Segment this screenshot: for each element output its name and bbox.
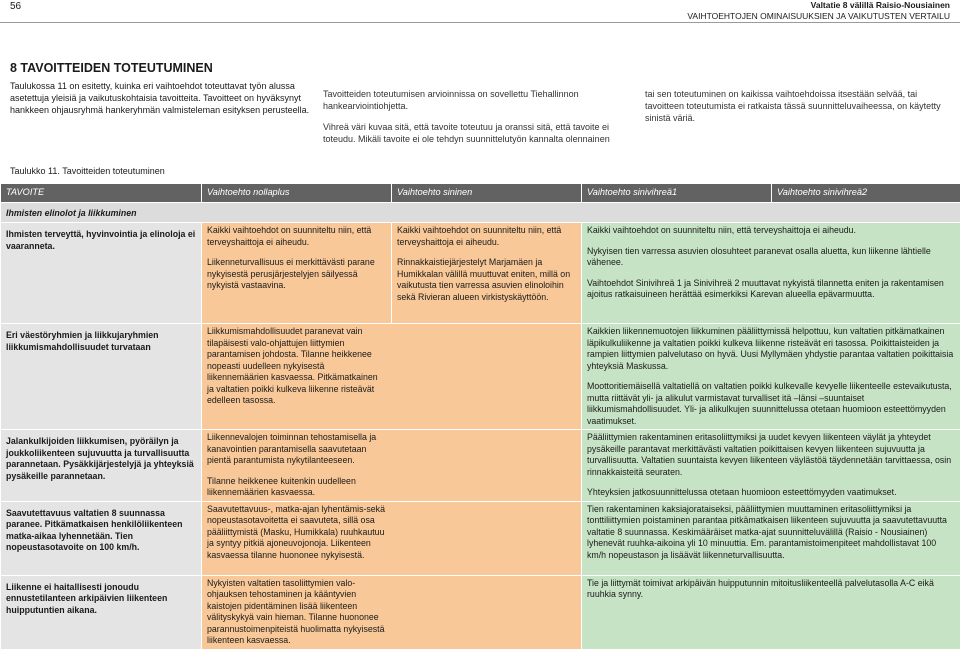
category-label: Ihmisten elinolot ja liikkuminen: [1, 203, 961, 223]
header-nollaplus: Vaihtoehto nollaplus: [202, 184, 392, 203]
table-row: [1, 223, 961, 324]
assessment-cell-sinivihrea: [582, 575, 961, 649]
running-header-title: Valtatie 8 välillä Raisio-Nousiainen: [810, 0, 950, 10]
assessment-text: Moottoritiemäisellä valtatiellä on valtatien poikki kulkevalle kevyelle liikenteelle estevaikutusta, mutta riittävät yli- ja alikulut varmistavat turvalliset itä –länsi –suuntaiset liikkumismahdollisuudet. Yli- ja alikulkujen suunnittelussa otetaan huomioon esteettömyyden vaatimukset.: [587, 381, 952, 426]
assessment-cell-sinivihrea: [582, 324, 961, 430]
table-row: [1, 501, 961, 575]
header-divider: [0, 22, 960, 23]
assessment-text: Kaikki vaihtoehdot on suunniteltu niin, että terveyshaittoja ei aiheudu.: [207, 225, 372, 247]
intro-paragraph: Taulukossa 11 on esitetty, kuinka eri vaihtoehdot toteuttavat työn alussa asetettuja yleisiä ja vaikutuskohtaisia tavoitteita. Tavoitteet on hyväksynyt hankkeen ohjausryhmä hankeryhmän valmisteleman esityksen perusteella.: [10, 81, 310, 115]
intro-paragraph: Vihreä väri kuvaa sitä, että tavoite toteutuu ja oranssi sitä, että tavoite ei toteudu. Mikäli tavoite ei ole tehdyn suunnittelutyön kannalta olennainen: [323, 122, 610, 144]
goal-cell: Ihmisten terveyttä, hyvinvointia ja elinoloja ei vaaranneta.: [1, 223, 202, 324]
header-sininen: Vaihtoehto sininen: [392, 184, 582, 203]
assessment-text: Tilanne heikkenee kuitenkin uudelleen liikennemäärien kasvaessa.: [207, 475, 356, 497]
goal-cell: Jalankulkijoiden liikkumisen, pyöräilyn ja joukkoliikenteen sujuvuutta ja turvallisuutta parannetaan. Pysäkkijärjestelyjä ja yhteyksiä pysäkeille parannetaan.: [1, 430, 202, 502]
table-caption: Taulukko 11. Tavoitteiden toteutuminen: [10, 166, 165, 176]
table-row: [1, 575, 961, 649]
running-header: [687, 0, 950, 21]
table-row: [1, 430, 961, 502]
intro-paragraph: tai sen toteutuminen on kaikissa vaihtoehdoissa itsestään selvää, tai tavoitteen toteutumista ei ratkaista tässä suunnitteluvaiheessa, on käytetty sinistä väriä.: [645, 89, 941, 123]
assessment-text: Pääliittymien rakentaminen eritasoliittymiksi ja uudet kevyen liikenteen väylät ja yhteydet pysäkeille parantavat merkittävästi valtatien poikittaisen kevyen liikenteen sujuvuutta ja turvallisuutta. Valtatien suuntaista kevyen liikenteen väylästöä täydennetään tarvittaessa, osin rinnakkaisteitä seuraten.: [587, 432, 952, 477]
assessment-text: Vaihtoehdot Sinivihreä 1 ja Sinivihreä 2 muuttavat nykyistä tilannetta eniten ja rakentamisen ajoitus ratkaisuineen herättää esimerkiksi Karevan alueella epävarmuutta.: [587, 277, 944, 299]
header-sinivihrea2: Vaihtoehto sinivihreä2: [772, 184, 961, 203]
section-title: 8 TAVOITTEIDEN TOTEUTUMINEN: [10, 61, 213, 75]
assessment-cell-sinivihrea: [582, 501, 961, 575]
category-row: [1, 203, 961, 223]
table-header-row: [1, 184, 961, 203]
assessment-text: Kaikkien liikennemuotojen liikkuminen pääliittymissä helpottuu, kun valtatien pitkämatkainen läpikulkuliikenne ja valtatien poikki kulkeva liikenne risteävät eri tasossa. Poikittaisteiden ja rampien liittymien palvelutaso on hyvä. Uusi Myllymäen yhdystie parantaa valtatien poikittaisia yhteyksiä Maskussa.: [587, 326, 954, 371]
intro-column-1: [10, 80, 315, 116]
assessment-text: Tie ja liittymät toimivat arkipäivän huipputunnin mitoitusliikenteellä palvelutasolla A-C eikä ruuhkia synny.: [587, 577, 934, 599]
assessment-text: Nykyisen tien varressa asuvien olosuhteet paranevat osalla aluetta, kun liikenne lähtielle vähenee.: [587, 245, 931, 267]
table-row: [1, 324, 961, 430]
assessment-text: Rinnakkaistiejärjestelyt Marjamäen ja Humikkalan välillä muuttuvat eniten, millä on vaikutusta tien varressa asuvien elinoloihin sekä Rivieran alueen virkistyskäyttöön.: [397, 257, 571, 302]
intro-column-2: [323, 88, 633, 145]
goal-cell: Liikenne ei haitallisesti jonoudu ennustetilanteen arkipäivien liikenteen huipputuntien aikana.: [1, 575, 202, 649]
assessment-text: Yhteyksien jatkosuunnittelussa otetaan huomioon esteettömyyden vaatimukset.: [587, 487, 897, 497]
assessment-cell-nollaplus: [202, 501, 582, 575]
assessment-text: Liikenneturvallisuus ei merkittävästi parane nykyisestä perusjärjestelyjen säilyessä nykyistä vastaavina.: [207, 257, 375, 290]
header-goal: TAVOITE: [1, 184, 202, 203]
intro-column-3: [645, 88, 953, 124]
assessment-cell-nollaplus: [202, 223, 392, 324]
goal-cell: Eri väestöryhmien ja liikkujaryhmien liikkumismahdollisuudet turvataan: [1, 324, 202, 430]
assessment-text: Liikennevalojen toiminnan tehostamisella ja kanavointien parantamisella saavutetaan pientä parantumista nykytilanteeseen.: [207, 432, 377, 465]
goals-table: [0, 183, 961, 650]
goal-cell: Saavutettavuus valtatien 8 suunnassa paranee. Pitkämatkaisen henkilöliikenteen matka-aikaa lyhennetään. Tien nopeustasotavoite on 100 km/h.: [1, 501, 202, 575]
intro-paragraph: Tavoitteiden toteutumisen arvioinnissa on sovellettu Tiehallinnon hankearviointiohjetta.: [323, 89, 579, 111]
assessment-cell-sininen: [392, 223, 582, 324]
running-header-subtitle: VAIHTOEHTOJEN OMINAISUUKSIEN JA VAIKUTUSTEN VERTAILU: [687, 10, 950, 21]
assessment-text: Saavutettavuus-, matka-ajan lyhentämis-sekä nopeustasotavoitetta ei saavuteta, sillä osa pääliittymistä (Masku, Humikkala) ruuhkautuu ja syntyy pitkiä ajoneuvojonoja. Liikenteen kasvaessa tilanne huononee nykyisestä.: [207, 503, 385, 560]
assessment-text: Nykyisten valtatien tasoliittymien valo-ohjauksen tehostaminen ja kääntyvien kaistojen pidentäminen lisää liikenteen välityskykyä vain hieman. Tilanne huononee parannustoimenpiteistä huolimatta nykyisestä liikenteen kasvaessa.: [207, 577, 385, 645]
assessment-cell-nollaplus: [202, 324, 582, 430]
assessment-text: Kaikki vaihtoehdot on suunniteltu niin, että terveyshaittoja ei aiheudu.: [397, 225, 562, 247]
assessment-cell-nollaplus: [202, 575, 582, 649]
header-sinivihrea1: Vaihtoehto sinivihreä1: [582, 184, 772, 203]
assessment-cell-sinivihrea: [582, 223, 961, 324]
assessment-text: Liikkumismahdollisuudet paranevat vain tilapäisesti valo-ohjattujen liittymien parantamisen johdosta. Tilanne heikkenee nopeasti uudelleen nykyisestä liikennemäärien kasvaessa. Pitkämatkainen ja valtatien poikki kulkeva liikenne risteävät edelleen tasossa.: [207, 326, 378, 405]
assessment-text: Tien rakentaminen kaksiajorataiseksi, pääliittymien muuttaminen eritasoliittymiksi ja tonttiliittymien poistaminen parantaa pitkämatkaisen liikenteen sujuvuutta ja saavutettavuutta valtatie 8 suunnassa. Keskimääräiset matka-ajat suunnitteluvälillä (Raisio - Nousiainen) lyhenevät ruuhka-aikoina yli 10 minuuttia. Em. parantamistoimenpiteet mahdollistavat 100 km/h nopeustason ja lisäävät liikenneturvallisuutta.: [587, 503, 947, 560]
page-number: 56: [10, 1, 22, 12]
assessment-cell-nollaplus: [202, 430, 582, 502]
assessment-text: Kaikki vaihtoehdot on suunniteltu niin, että terveyshaittoja ei aiheudu.: [587, 225, 856, 235]
assessment-cell-sinivihrea: [582, 430, 961, 502]
